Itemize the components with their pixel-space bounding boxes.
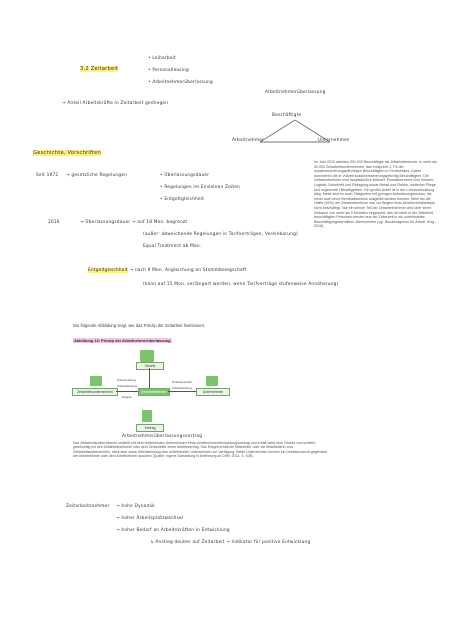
arrow-right-icon: →	[226, 540, 230, 545]
list-item-1: • Leiharbeit	[148, 56, 176, 61]
connector-line-right	[168, 391, 196, 392]
right-arrow-label-2: Arbeitsleistung	[172, 386, 192, 390]
law-2016-sub1: (außer: abweichende Regelungen in Tarifverträgen, Vereinbarung)	[143, 232, 298, 237]
building-icon-left	[90, 376, 102, 386]
figure-left-box: Zeitarbeitsunternehmen	[72, 388, 118, 396]
law-bullet-3: • Entgeltgleichheit	[160, 197, 205, 202]
equal-pay: Entgeltgleichheit → nach 9 Mon. Angleichung an Stammbelegschaft	[88, 268, 247, 273]
document-icon	[142, 410, 152, 422]
right-arrow-label-1: Direktionsrecht	[172, 380, 193, 384]
triangle-mid-label: Beschäftigte	[272, 113, 302, 118]
figure-center-box: Zeitarbeitnehmer	[138, 388, 170, 396]
bottom-item-1: → hohe Dynamik	[116, 504, 155, 509]
building-icon-right	[206, 376, 218, 386]
equal-pay-sub: (kann auf 15 Mon. verlängert werden, wenn Tarifverträge stufenweise Annäherung)	[143, 282, 339, 287]
arrow-right-icon: →	[66, 173, 70, 178]
bottom-item-4: ↳ Anstieg deuten auf Zeitarbeit → Indikator für positive Entwicklung	[150, 540, 311, 545]
figure-intro: Die folgende Abbildung zeigt, wie das Prinzip der Zeitarbeit funktioniert.	[73, 323, 206, 328]
arrow-right-icon: →	[116, 528, 120, 533]
connector-line-top	[149, 368, 150, 388]
figure-caption: Abbildung 13: Prinzip der Arbeitnehmerüberlassung	[74, 338, 171, 343]
year-2016: 2016	[48, 220, 60, 225]
left-arrow-label-3: Entgelt	[122, 395, 132, 399]
figure-handwritten-note: Arbeitnehmerüberlassungsvertrag	[122, 434, 203, 439]
law-bullet-1: • Überlassungsdauer	[160, 173, 210, 178]
arrow-right-icon: →	[116, 504, 120, 509]
year-1972: Seit 1972	[36, 173, 59, 178]
topic-heading	[80, 66, 118, 72]
stats-paragraph: Im Jahr 2015 arbeiten 951.000 Beschäftigte als Zeitarbeitnehmer, in mehr als 50.000 Zeitarbeitsunternehmen, das entspricht 2,7% der sozialversicherungspflichtigen Beschäftigten in Deutschland. Dabei dominieren die in Vollzeit sozialversicherungspflichtig Beschäftigten. Die Zeitarbeitnehmer sind hauptsächlich Männer. Einsatzbereiche sind Verkehr, Logistik, Sicherheit und Reinigung sowie Metall und Elektro, weiterhin Pflege und ungelernte Hilfstätigkeiten. Ein großer Anteil ist in der Lohnbuchhaltung tätig. Meist sind es auch Tätigkeiten mit geringen Anforderungsniveau, die meist auch ohne Berufsabschluss ausgeübt werden können. Mehr als die Hälfte (52%) der Zeitarbeitnehmer war vor Beginn ihres Arbeitsverhältnisses nicht beschäftigt. Nur ein kleiner Teil der Zeitarbeitnehmer wird über einen Zeitraum von mehr als 9 Monaten eingesetzt; das ist meist in der Zeitarbeit beschäftigten Personen werden aus der Zeitarbeit in ein unbefristetes Beschäftigungsverhältnis übernommen (vgl. Bundesagentur für Arbeit, Hrsg., 2016).	[314, 160, 437, 229]
arrow-right-icon: ↳	[150, 540, 154, 545]
figure-body-text: Das Zeitarbeitsunternehmen schließt mit dem entleihenden Unternehmen einen Arbeitnehmerüberlassungsvertrag und erhält dafür eine Gebühr und schließt gleichzeitig mit den Zeitarbeitnehmern oder dem Zeitarbeiter einen Arbeitsvertrag. Das Entgelt erhält die Mitarbeiter oder die Mitarbeiterin vom Zeitarbeitsunternehmen, steht aber seine Arbeitsleistung dem entleihenden Unternehmen zur Verfügung. Beide Unternehmen können ein Direktionsrecht gegenüber der Arbeitnehmer oder dem Arbeitnehmer ausüben (Quelle: eigene Darstellung in Anlehnung an DIHK 2012, S. 108).	[73, 441, 328, 459]
left-arrow-label-1: Arbeitsvertrag	[117, 378, 136, 382]
law-intro: → gesetzliche Regelungen	[66, 173, 128, 178]
law-2016: → Überlassungsdauer → auf 18 Mon. begrenzt	[80, 220, 188, 225]
list-item-3: • Arbeitnehmerüberlassung	[148, 80, 213, 85]
arrow-right-icon: →	[131, 220, 136, 225]
topic-number: 3.2	[80, 66, 89, 72]
triangle-top-label: Arbeitnehmerüberlassung	[265, 90, 326, 95]
triangle-right-label: Unternehmen	[318, 138, 350, 143]
law-bullet-2: • Regelungen im Einzelnen Zeiten	[160, 185, 240, 190]
figure-top-box: Gesetz	[136, 362, 164, 370]
topic-title: Zeitarbeit	[90, 66, 119, 72]
arrow-right-icon: →	[116, 516, 120, 521]
figure-bottom-box: Vertrag	[136, 424, 164, 432]
connector-line-left	[116, 391, 138, 392]
arrow-right-icon: →	[62, 101, 66, 106]
bottom-item-3: → hoher Bedarf an Arbeitskräften in Entwicklung	[116, 528, 230, 533]
list-item-2: • Personalleasing	[148, 68, 189, 73]
arrow-note: → Anteil Arbeitskräfte in Zeitarbeit gestiegen	[62, 101, 169, 106]
arrow-right-icon: →	[80, 220, 84, 225]
triangle-diagram	[250, 118, 340, 148]
section-heading: Geschichte, Vorschriften	[33, 150, 102, 156]
bottom-label: Zeitarbeitsnehmer	[66, 504, 110, 509]
bottom-item-2: → hoher Arbeitsplatzwechsel	[116, 516, 184, 521]
law-icon	[140, 350, 154, 362]
arrow-right-icon: →	[129, 268, 134, 273]
triangle-left-label: Arbeitnehmer	[232, 138, 265, 143]
figure-right-box: Unternehmen	[196, 388, 230, 396]
left-arrow-label-2: Arbeitsleistung	[117, 384, 137, 388]
law-2016-sub2: Equal Treatment ab Mon.	[143, 244, 202, 249]
